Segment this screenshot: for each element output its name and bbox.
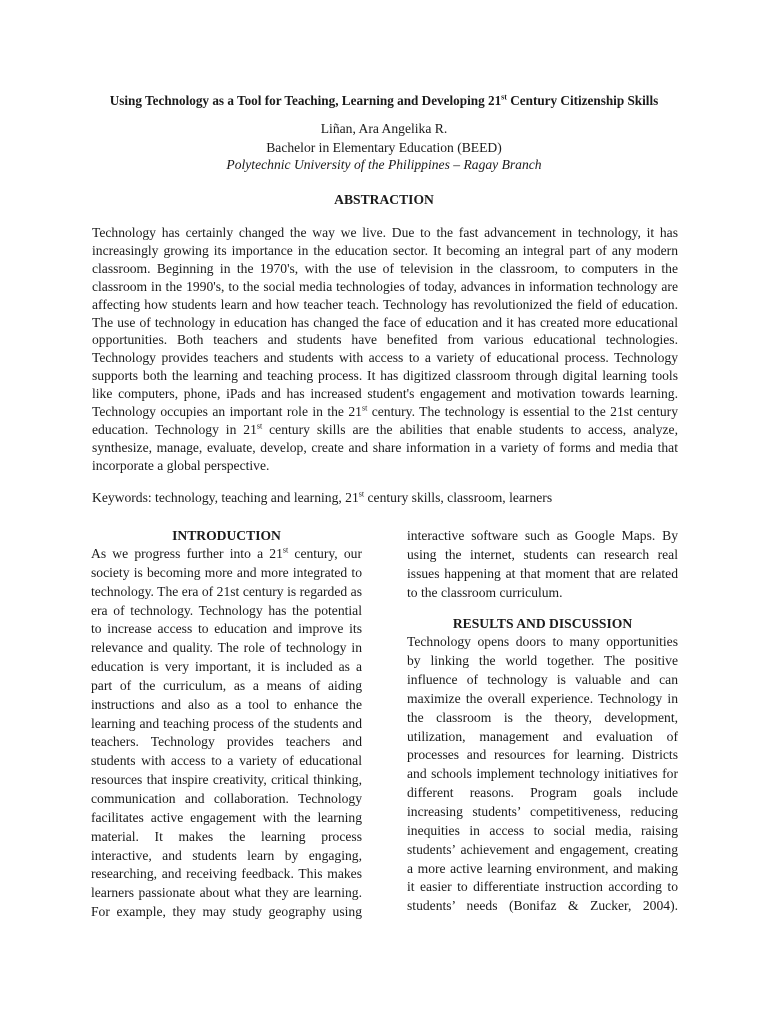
- abstract-line: incorporate a global perspective.: [92, 457, 270, 473]
- introduction-heading: INTRODUCTION: [172, 528, 281, 543]
- abstract-text: century skills are the abilities that enable students to access, analyze,: [262, 421, 678, 437]
- introduction-line: society is becoming more and more integrated to: [91, 564, 362, 580]
- introduction-line: researching, and receiving feedback. This makes: [91, 866, 362, 882]
- abstract-line: supports both the learning and teaching process. It has digitized classroom through digital learning tools: [92, 368, 678, 384]
- abstract-line: [92, 421, 678, 439]
- introduction-line: facilitates active engagement with the learning: [91, 809, 362, 825]
- abstract-line: Technology has certainly changed the way we live. Due to the fast advancement in technology, it has: [92, 225, 678, 240]
- introduction-text: century, our: [288, 546, 362, 561]
- abstract-superscript: st: [256, 421, 263, 431]
- introduction-line: interactive, and students learn by engaging,: [91, 847, 362, 863]
- introduction-cont-line: interactive software such as Google Maps. By: [407, 528, 678, 543]
- abstract-body: [92, 224, 678, 475]
- keywords-superscript: st: [358, 489, 365, 499]
- abstract-line: increasingly growing its importance in the education sector. It becoming an integral part of any modern: [92, 242, 678, 258]
- title-text-end: Century Citizenship Skills: [506, 93, 659, 108]
- results-line: processes and resources for learning. Districts: [407, 747, 678, 763]
- introduction-line: learners passionate about what they are learning.: [91, 885, 362, 901]
- keywords: [92, 489, 678, 507]
- author-degree: Bachelor in Elementary Education (BEED): [266, 140, 502, 155]
- abstract-text: century. The technology is essential to the 21st century: [367, 404, 678, 420]
- results-line: it easier to differentiate instruction according to: [407, 879, 678, 895]
- results-line: the classroom is the theory, development,: [407, 709, 678, 725]
- abstract-line: [92, 403, 678, 421]
- results-line: influence of technology is valuable and can: [407, 672, 678, 688]
- abstract-line: classroom in the 1990's, to the social media technologies of today, advances in information technology are: [92, 278, 678, 294]
- abstract-superscript: st: [361, 403, 368, 413]
- abstract-line: like computers, phone, iPads and has increased student's engagement and motivation towards learning.: [92, 386, 678, 402]
- results-line: and schools implement technology initiatives for: [407, 766, 678, 782]
- abstract-line: synthesize, manage, evaluate, develop, create and share information in a variety of forms and media that: [92, 439, 678, 455]
- results-line: utilization, management and evaluation of: [407, 728, 678, 744]
- introduction-cont-line: issues happening at that moment that are related: [407, 565, 678, 581]
- abstract-text: education. Technology in 21: [92, 421, 257, 437]
- introduction-line: resources that inspire creativity, critical thinking,: [91, 772, 362, 788]
- abstract-text: Technology occupies an important role in the 21: [92, 404, 362, 420]
- abstract-line: The use of technology in education has changed the face of education and it has created more educational: [92, 314, 678, 330]
- results-heading: RESULTS AND DISCUSSION: [452, 616, 633, 632]
- abstract-line: affecting how students learn and how teacher teach. Technology has revolutionized the field of education.: [92, 296, 678, 312]
- results-line: by linking the world together. The positive: [407, 653, 678, 669]
- keywords-text-end: century skills, classroom, learners: [364, 490, 553, 505]
- right-column: [407, 527, 678, 916]
- left-column: [91, 527, 362, 922]
- introduction-line: [91, 545, 362, 564]
- introduction-line: learning and teaching process of the students and: [91, 715, 362, 731]
- introduction-line: teachers. Technology provides teachers and: [91, 734, 362, 750]
- abstract-line: Technology provides teachers and students with access to a variety of educational process. Technology: [92, 350, 678, 366]
- introduction-line: material. It makes the learning process: [91, 828, 362, 844]
- introduction-line: part of the curriculum, as a means of aiding: [91, 677, 362, 693]
- introduction-line: communication and collaboration. Technology: [91, 790, 362, 806]
- abstract-line: classroom. Beginning in the 1970's, with the use of television in the classroom, to computers in the: [92, 260, 678, 276]
- introduction-line: era of technology. Technology has the potential: [91, 602, 362, 618]
- results-line: Technology opens doors to many opportunities: [407, 634, 678, 650]
- introduction-superscript: st: [282, 545, 289, 555]
- keywords-text: Keywords: technology, teaching and learning, 21: [92, 490, 359, 505]
- abstract-heading: ABSTRACTION: [334, 192, 434, 207]
- author-school: Polytechnic University of the Philippines – Ragay Branch: [226, 157, 542, 172]
- author-name: Liñan, Ara Angelika R.: [320, 121, 448, 136]
- results-line: students’ achievement and engagement, creating: [407, 841, 678, 857]
- results-line: students’ needs (Bonifaz & Zucker, 2004).: [407, 898, 678, 914]
- introduction-line: students with access to a variety of educational: [91, 753, 362, 769]
- introduction-line: instructions and also as a tool to enhance the: [91, 696, 362, 712]
- introduction-line: relevance and quality. The role of technology in: [91, 640, 362, 656]
- results-line: maximize the overall experience. Technology in: [407, 690, 678, 706]
- paper-title: [40, 92, 728, 110]
- results-line: increasing students’ competitiveness, reducing: [407, 803, 678, 819]
- introduction-cont-line: using the internet, students can research real: [407, 546, 678, 562]
- results-line: inequities in access to social media, raising: [407, 822, 678, 838]
- title-text: Using Technology as a Tool for Teaching, Learning and Developing 21: [109, 93, 502, 108]
- introduction-text: As we progress further into a 21: [91, 546, 283, 561]
- title-superscript: st: [501, 92, 507, 102]
- introduction-cont-line: to the classroom curriculum.: [407, 584, 563, 600]
- results-line: a more active learning environment, and making: [407, 860, 678, 876]
- introduction-line: to increase access to education and improve its: [91, 621, 362, 637]
- introduction-line: For example, they may study geography using: [91, 904, 362, 920]
- section-gap: [407, 602, 678, 615]
- introduction-line: technology. The era of 21st century is regarded as: [91, 583, 362, 599]
- abstract-line: opportunities. Both teachers and students have benefited from various educational technologies.: [92, 332, 678, 348]
- introduction-line: education is very important, it is included as a: [91, 659, 362, 675]
- results-line: different reasons. Program goals include: [407, 785, 678, 801]
